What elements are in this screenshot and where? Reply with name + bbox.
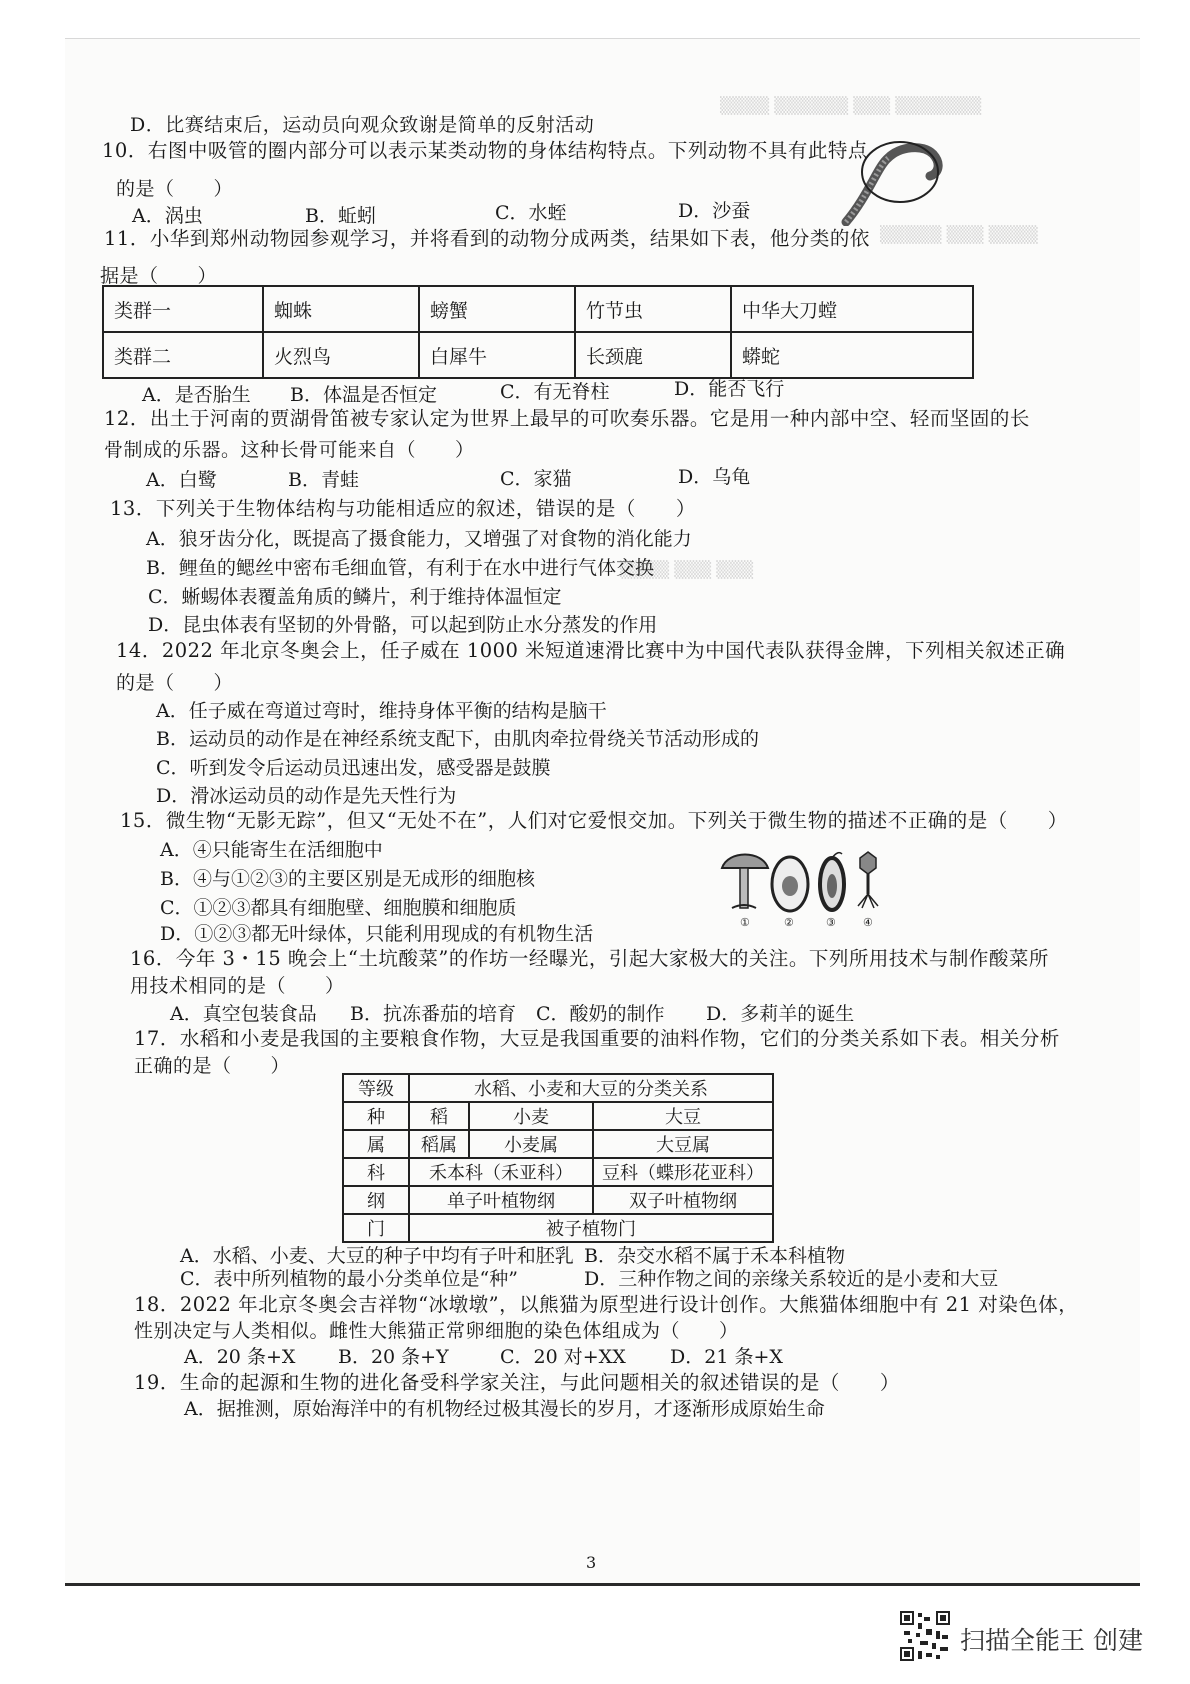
table-cell: 稻属 xyxy=(409,1130,469,1158)
q17-option-d: D．三种作物之间的亲缘关系较近的是小麦和大豆 xyxy=(584,1268,999,1290)
table-cell: 类群二 xyxy=(103,332,263,378)
q15-option-c: C．①②③都具有细胞壁、细胞膜和细胞质 xyxy=(160,897,517,919)
table-cell: 豆科（蝶形花亚科） xyxy=(593,1158,773,1186)
q15-option-d: D．①②③都无叶绿体，只能利用现成的有机物生活 xyxy=(160,923,594,945)
q10-stem-cont: 的是（ ） xyxy=(116,178,234,200)
table-cell: 种 xyxy=(343,1102,409,1130)
figure-label: ③ xyxy=(826,916,836,929)
table-row xyxy=(343,1186,773,1214)
table-cell: 白犀牛 xyxy=(419,332,575,378)
classification-table xyxy=(342,1073,774,1243)
table-cell: 科 xyxy=(343,1158,409,1186)
q10-option-c: C．水蛭 xyxy=(495,202,567,224)
q18-stem: 18．2022 年北京冬奥会吉祥物“冰墩墩”，以熊猫为原型进行设计创作。大熊猫体细胞中有 21 对染色体， xyxy=(134,1293,1079,1316)
table-cell: 门 xyxy=(343,1214,409,1242)
q14-stem-cont: 的是（ ） xyxy=(116,672,234,694)
figure-label: ④ xyxy=(863,916,873,929)
table-cell: 稻 xyxy=(409,1102,469,1130)
q11-stem-cont: 据是（ ） xyxy=(100,265,218,287)
q18-option-c: C．20 对+XX xyxy=(500,1346,626,1368)
table-cell: 长颈鹿 xyxy=(575,332,731,378)
q14-stem: 14．2022 年北京冬奥会上，任子威在 1000 米短道速滑比赛中为中国代表队获得金牌，下列相关叙述正确 xyxy=(116,639,1066,662)
q10-option-b: B．蚯蚓 xyxy=(305,205,376,227)
q16-stem: 16．今年 3・15 晚会上“土坑酸菜”的作坊一经曝光，引起大家极大的关注。下列所用技术与制作酸菜所 xyxy=(130,947,1049,970)
table-cell: 双子叶植物纲 xyxy=(593,1186,773,1214)
q16-option-d: D．多莉羊的诞生 xyxy=(706,1003,855,1025)
table-row xyxy=(343,1214,773,1242)
table-cell: 火烈鸟 xyxy=(263,332,419,378)
table-cell: 大豆属 xyxy=(593,1130,773,1158)
q11-stem: 11．小华到郑州动物园参观学习，并将看到的动物分成两类，结果如下表，他分类的依 xyxy=(104,227,870,250)
q17-option-b: B．杂交水稻不属于禾本科植物 xyxy=(584,1245,845,1267)
q12-option-c: C．家猫 xyxy=(500,468,572,490)
q17-option-a: A．水稻、小麦、大豆的种子中均有子叶和胚乳 xyxy=(180,1245,574,1267)
table-cell: 小麦属 xyxy=(469,1130,593,1158)
table-cell: 禾本科（禾亚科） xyxy=(409,1158,593,1186)
table-cell: 竹节虫 xyxy=(575,286,731,332)
q16-option-c: C．酸奶的制作 xyxy=(536,1003,665,1025)
table-cell: 单子叶植物纲 xyxy=(409,1186,593,1214)
q14-option-b: B．运动员的动作是在神经系统支配下，由肌肉牵拉骨绕关节活动形成的 xyxy=(156,728,759,750)
table-cell: 螃蟹 xyxy=(419,286,575,332)
page-number: 3 xyxy=(586,1553,597,1572)
q12-stem: 12．出土于河南的贾湖骨笛被专家认定为世界上最早的可吹奏乐器。它是用一种内部中空、轻而坚固的长 xyxy=(104,407,1030,430)
table-row xyxy=(343,1130,773,1158)
q9-option-d: D．比赛结束后，运动员向观众致谢是简单的反射活动 xyxy=(130,114,595,136)
q13-option-d: D．昆虫体表有坚韧的外骨骼，可以起到防止水分蒸发的作用 xyxy=(148,614,658,636)
table-cell: 纲 xyxy=(343,1186,409,1214)
q13-stem: 13．下列关于生物体结构与功能相适应的叙述，错误的是（ ） xyxy=(110,497,696,520)
page-edge-shadow xyxy=(65,1583,1140,1586)
q17-option-c: C．表中所列植物的最小分类单位是“种” xyxy=(180,1268,518,1290)
q10-option-d: D．沙蚕 xyxy=(678,200,751,222)
animal-groups-table xyxy=(102,285,974,379)
q12-option-a: A．白鹭 xyxy=(146,469,217,491)
table-cell: 水稻、小麦和大豆的分类关系 xyxy=(409,1074,773,1102)
bleed-through-marks: ▒▒▒▒ ▒▒▒ ▒▒▒ xyxy=(620,560,754,579)
table-cell: 小麦 xyxy=(469,1102,593,1130)
table-cell: 被子植物门 xyxy=(409,1214,773,1242)
q11-option-c: C．有无脊柱 xyxy=(500,381,610,403)
q14-option-c: C．听到发令后运动员迅速出发，感受器是鼓膜 xyxy=(156,757,551,779)
q11-option-b: B．体温是否恒定 xyxy=(290,384,437,406)
q19-stem: 19．生命的起源和生物的进化备受科学家关注，与此问题相关的叙述错误的是（ ） xyxy=(134,1371,900,1394)
table-cell: 类群一 xyxy=(103,286,263,332)
table-cell: 蟒蛇 xyxy=(731,332,973,378)
table-cell: 属 xyxy=(343,1130,409,1158)
table-cell: 大豆 xyxy=(593,1102,773,1130)
table-cell: 等级 xyxy=(343,1074,409,1102)
q16-option-a: A．真空包装食品 xyxy=(170,1003,317,1025)
table-row xyxy=(103,286,973,332)
table-row xyxy=(343,1102,773,1130)
q11-option-a: A．是否胎生 xyxy=(142,384,251,406)
q15-option-b: B．④与①②③的主要区别是无成形的细胞核 xyxy=(160,868,535,890)
q13-option-a: A．狼牙齿分化，既提高了摄食能力，又增强了对食物的消化能力 xyxy=(146,528,692,550)
q12-stem-cont: 骨制成的乐器。这种长骨可能来自（ ） xyxy=(104,439,475,461)
q10-stem: 10．右图中吸管的圈内部分可以表示某类动物的身体结构特点。下列动物不具有此特点 xyxy=(102,139,868,162)
q17-stem-cont: 正确的是（ ） xyxy=(134,1055,291,1077)
table-row xyxy=(343,1158,773,1186)
q18-option-a: A．20 条+X xyxy=(184,1346,296,1368)
q16-stem-cont: 用技术相同的是（ ） xyxy=(130,975,345,997)
drinking-straw-figure xyxy=(838,136,948,226)
q12-option-d: D．乌龟 xyxy=(678,466,751,488)
table-row xyxy=(103,332,973,378)
figure-label: ① xyxy=(740,916,750,929)
q10-option-a: A．涡虫 xyxy=(132,205,203,227)
bleed-through-marks: ▒▒▒▒▒ ▒▒▒ ▒▒▒▒ xyxy=(880,225,1038,244)
table-cell: 中华大刀螳 xyxy=(731,286,973,332)
q11-option-d: D．能否飞行 xyxy=(674,378,785,400)
q14-option-d: D．滑冰运动员的动作是先天性行为 xyxy=(156,785,457,807)
q13-option-b: B．鲤鱼的鳃丝中密布毛细血管，有利于在水中进行气体交换 xyxy=(146,557,654,579)
q18-option-b: B．20 条+Y xyxy=(338,1346,449,1368)
q18-option-d: D．21 条+X xyxy=(670,1346,783,1368)
scanner-watermark: 扫描全能王 创建 xyxy=(960,1626,1143,1655)
q16-option-b: B．抗冻番茄的培育 xyxy=(350,1003,516,1025)
table-cell: 蜘蛛 xyxy=(263,286,419,332)
qr-code-icon xyxy=(900,1611,950,1661)
q15-option-a: A．④只能寄生在活细胞中 xyxy=(160,839,383,861)
table-row xyxy=(343,1074,773,1102)
q12-option-b: B．青蛙 xyxy=(288,469,359,491)
q13-option-c: C．蜥蜴体表覆盖角质的鳞片，利于维持体温恒定 xyxy=(148,586,562,608)
bleed-through-marks: ▒▒▒▒ ▒▒▒▒▒▒ ▒▒▒ ▒▒▒▒▒▒▒ xyxy=(720,96,982,115)
q17-stem: 17．水稻和小麦是我国的主要粮食作物，大豆是我国重要的油料作物，它们的分类关系如下表。相关分析 xyxy=(134,1027,1060,1050)
microorganism-figure xyxy=(718,846,894,930)
q18-stem-cont: 性别决定与人类相似。雌性大熊猫正常卵细胞的染色体组成为（ ） xyxy=(134,1320,739,1342)
figure-label: ② xyxy=(784,916,794,929)
q14-option-a: A．任子威在弯道过弯时，维持身体平衡的结构是脑干 xyxy=(156,700,607,722)
q15-stem: 15．微生物“无影无踪”，但又“无处不在”，人们对它爱恨交加。下列关于微生物的描述不正确的是（ ） xyxy=(120,809,1068,832)
q19-option-a: A．据推测，原始海洋中的有机物经过极其漫长的岁月，才逐渐形成原始生命 xyxy=(184,1398,825,1420)
